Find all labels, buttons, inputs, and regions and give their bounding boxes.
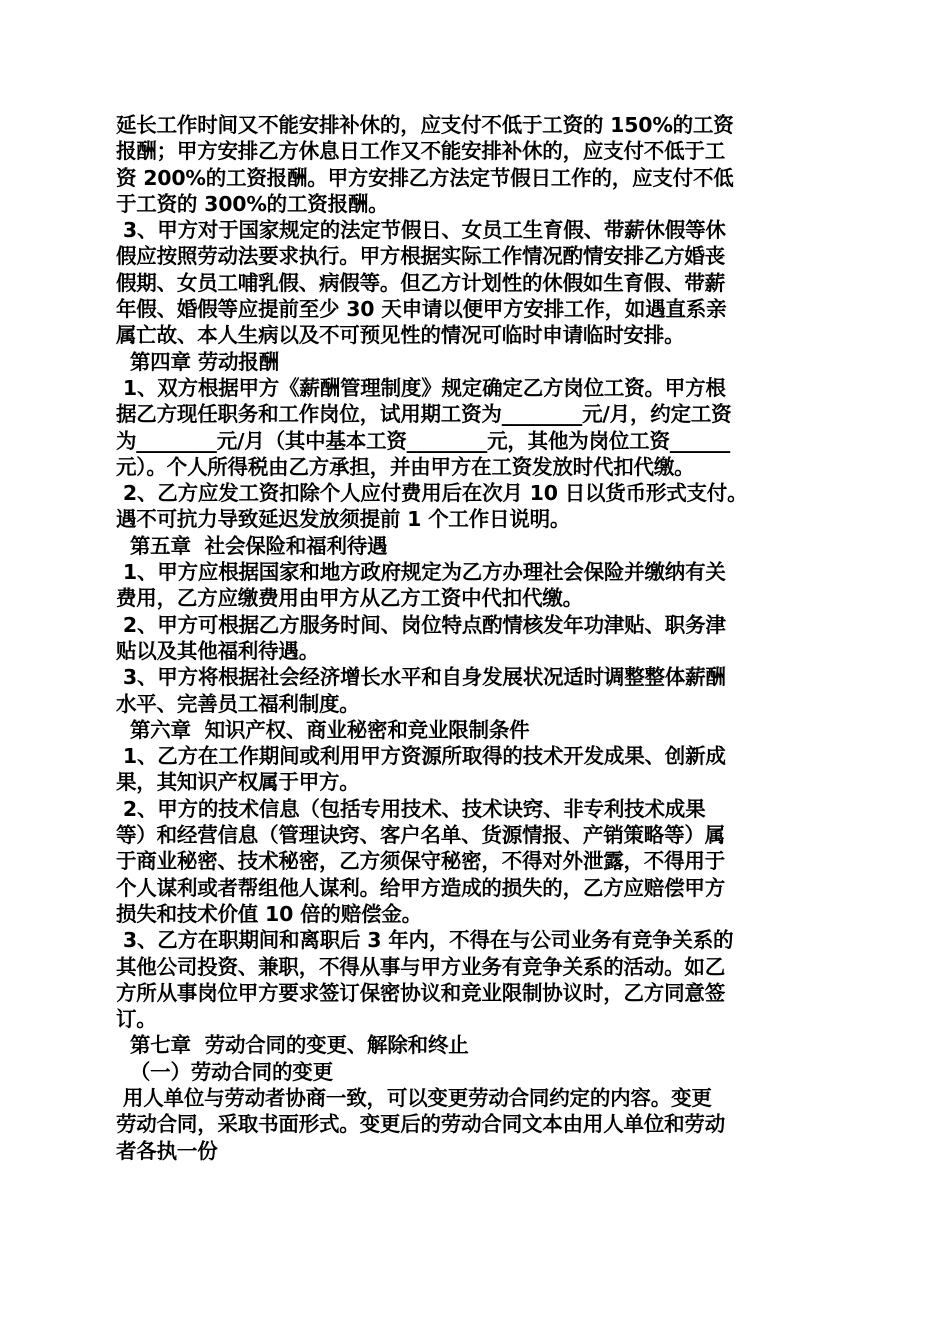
- text-line: 等）和经营信息（管理诀窍、客户名单、货源情报、产销策略等）属: [116, 823, 725, 848]
- text-line: 第四章 劳动报酬: [116, 349, 279, 374]
- text-line: （一）劳动合同的变更: [116, 1059, 333, 1084]
- text-line: 2、乙方应发工资扣除个人应付费用后在次月 10 日以货币形式支付。: [116, 481, 748, 506]
- text-line: 劳动合同，采取书面形式。变更后的劳动合同文本由用人单位和劳动: [116, 1112, 725, 1137]
- text-line: 第七章 劳动合同的变更、解除和终止: [116, 1033, 469, 1058]
- text-line: 损失和技术价值 10 倍的赔偿金。: [116, 901, 422, 926]
- text-line: 第五章 社会保险和福利待遇: [116, 533, 388, 558]
- text-line: 订。: [116, 1007, 157, 1032]
- text-line: 贴以及其他福利待遇。: [116, 638, 319, 663]
- text-line: 者各执一份: [116, 1138, 218, 1163]
- text-line: 水平、完善员工福利制度。: [116, 691, 360, 716]
- text-line: 假应按照劳动法要求执行。甲方根据实际工作情况酌情安排乙方婚丧: [116, 244, 725, 269]
- text-line: 于商业秘密、技术秘密，乙方须保守秘密，不得对外泄露，不得用于: [116, 849, 725, 874]
- text-line: 用人单位与劳动者协商一致，可以变更劳动合同约定的内容。变更: [116, 1085, 712, 1110]
- text-line: 据乙方现任职务和工作岗位，试用期工资为________元/月，约定工资: [116, 402, 732, 427]
- text-line: 年假、婚假等应提前至少 30 天申请以便甲方安排工作，如遇直系亲: [116, 297, 727, 322]
- text-line: 假期、女员工哺乳假、病假等。但乙方计划性的休假如生育假、带薪: [116, 270, 725, 295]
- text-line: 报酬；甲方安排乙方休息日工作又不能安排补休的，应支付不低于工: [116, 139, 725, 164]
- text-line: 资 200%的工资报酬。甲方安排乙方法定节假日工作的，应支付不低: [116, 165, 734, 190]
- text-line: 1、甲方应根据国家和地方政府规定为乙方办理社会保险并缴纳有关: [116, 560, 726, 585]
- text-line: 为________元/月（其中基本工资________元，其他为岗位工资______: [116, 428, 731, 453]
- text-line: 1、双方根据甲方《薪酬管理制度》规定确定乙方岗位工资。甲方根: [116, 375, 726, 400]
- text-line: 遇不可抗力导致延迟发放须提前 1 个工作日说明。: [116, 507, 571, 532]
- text-line: 其他公司投资、兼职，不得从事与甲方业务有竞争关系的活动。如乙: [116, 954, 725, 979]
- text-line: 3、甲方将根据社会经济增长水平和自身发展状况适时调整整体薪酬: [116, 665, 726, 690]
- text-line: 于工资的 300%的工资报酬。: [116, 191, 389, 216]
- text-line: 费用，乙方应缴费用由甲方从乙方工资中代扣代缴。: [116, 586, 583, 611]
- text-line: 属亡故、本人生病以及不可预见性的情况可临时申请临时安排。: [116, 323, 685, 348]
- text-line: 第六章 知识产权、商业秘密和竞业限制条件: [116, 717, 530, 742]
- text-line: 元）。个人所得税由乙方承担，并由甲方在工资发放时代扣代缴。: [116, 454, 695, 479]
- text-line: 3、乙方在职期间和离职后 3 年内，不得在与公司业务有竞争关系的: [116, 928, 734, 953]
- text-line: 个人谋利或者帮组他人谋利。给甲方造成的损失的，乙方应赔偿甲方: [116, 875, 725, 900]
- text-line: 方所从事岗位甲方要求签订保密协议和竞业限制协议时，乙方同意签: [116, 980, 725, 1005]
- text-line: 延长工作时间又不能安排补休的，应支付不低于工资的 150%的工资: [116, 113, 734, 137]
- text-line: 3、甲方对于国家规定的法定节假日、女员工生育假、带薪休假等休: [116, 218, 726, 243]
- text-line: 1、乙方在工作期间或利用甲方资源所取得的技术开发成果、创新成: [116, 744, 726, 769]
- document-page: [116, 112, 836, 1164]
- text-line: 果，其知识产权属于甲方。: [116, 770, 360, 795]
- text-line: 2、甲方的技术信息（包括专用技术、技术诀窍、非专利技术成果: [116, 796, 706, 821]
- text-line: 2、甲方可根据乙方服务时间、岗位特点酌情核发年功津贴、职务津: [116, 612, 726, 637]
